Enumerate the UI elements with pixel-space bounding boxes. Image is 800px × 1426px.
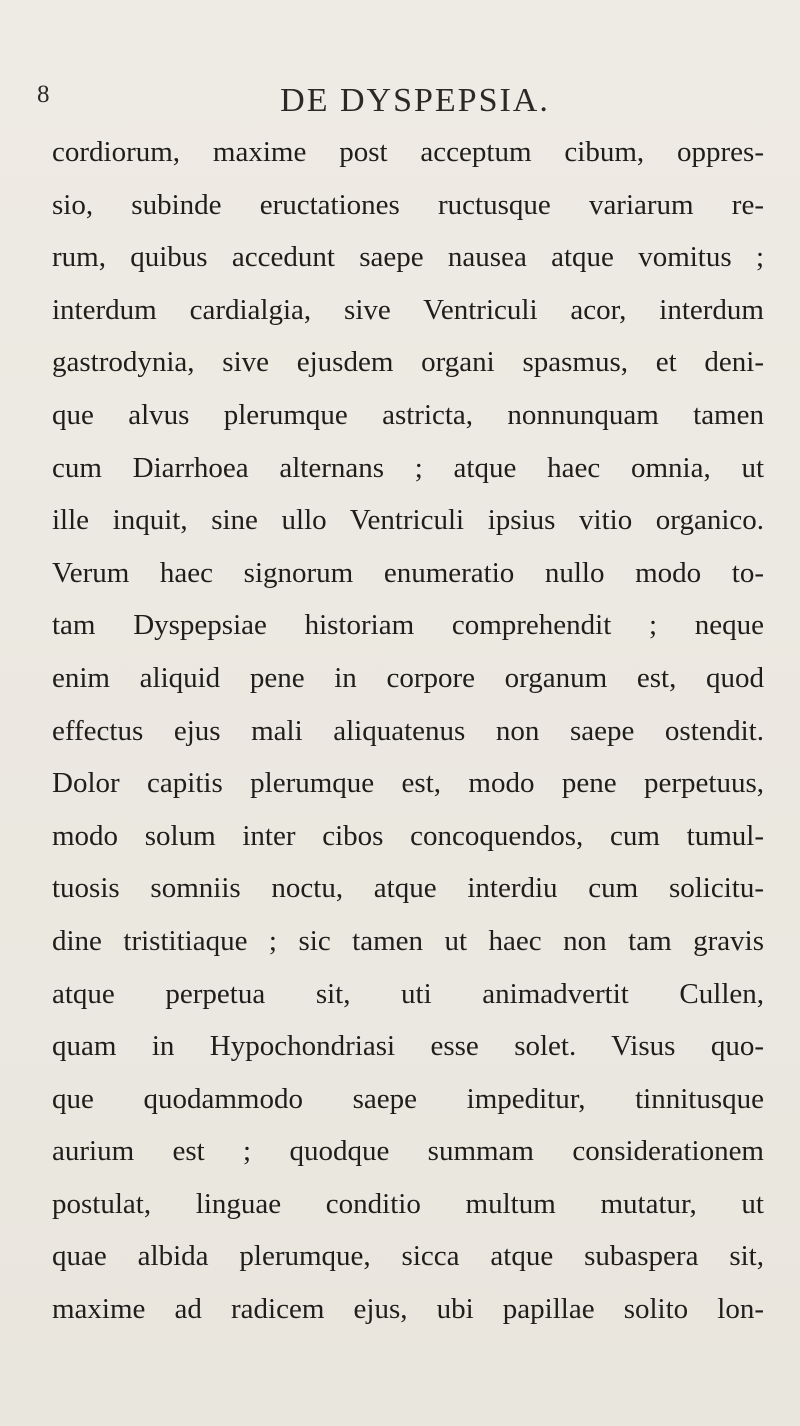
text-line: Dolor capitis plerumque est, modo pene perpetuus, xyxy=(52,767,764,800)
text-line: quam in Hypochondriasi esse solet. Visus quo- xyxy=(52,1030,764,1063)
text-line: que alvus plerumque astricta, nonnunquam tamen xyxy=(52,398,764,431)
text-line: rum, quibus accedunt saepe nausea atque vomitus ; xyxy=(52,241,764,274)
text-line: Verum haec signorum enumeratio nullo modo to- xyxy=(52,556,764,589)
text-line: postulat, linguae conditio multum mutatur, ut xyxy=(52,1187,764,1220)
text-line: modo solum inter cibos concoquendos, cum tumul- xyxy=(52,819,764,852)
text-line: aurium est ; quodque summam considerationem xyxy=(52,1135,764,1168)
text-line: maxime ad radicem ejus, ubi papillae solito lon- xyxy=(52,1293,764,1326)
text-line: gastrodynia, sive ejusdem organi spasmus, et deni- xyxy=(52,346,764,379)
text-line: tuosis somniis noctu, atque interdiu cum solicitu- xyxy=(52,872,764,905)
running-head: DE DYSPEPSIA. xyxy=(280,82,550,119)
text-line: ille inquit, sine ullo Ventriculi ipsius vitio organico. xyxy=(52,504,764,537)
text-line: interdum cardialgia, sive Ventriculi acor, interdum xyxy=(52,293,764,326)
text-line: que quodammodo saepe impeditur, tinnitusque xyxy=(52,1082,764,1115)
text-line: sio, subinde eructationes ructusque variarum re- xyxy=(52,188,764,221)
text-line: enim aliquid pene in corpore organum est, quod xyxy=(52,661,764,694)
text-line: atque perpetua sit, uti animadvertit Cullen, xyxy=(52,977,764,1010)
text-line: tam Dyspepsiae historiam comprehendit ; neque xyxy=(52,609,764,642)
text-line: quae albida plerumque, sicca atque subaspera sit, xyxy=(52,1240,764,1273)
text-line: dine tristitiaque ; sic tamen ut haec non tam gravis xyxy=(52,924,764,957)
page-number: 8 xyxy=(37,81,50,108)
body-text xyxy=(52,126,764,1336)
text-line: cum Diarrhoea alternans ; atque haec omnia, ut xyxy=(52,451,764,484)
text-line: cordiorum, maxime post acceptum cibum, oppres- xyxy=(52,136,764,168)
text-line: effectus ejus mali aliquatenus non saepe ostendit. xyxy=(52,714,764,747)
